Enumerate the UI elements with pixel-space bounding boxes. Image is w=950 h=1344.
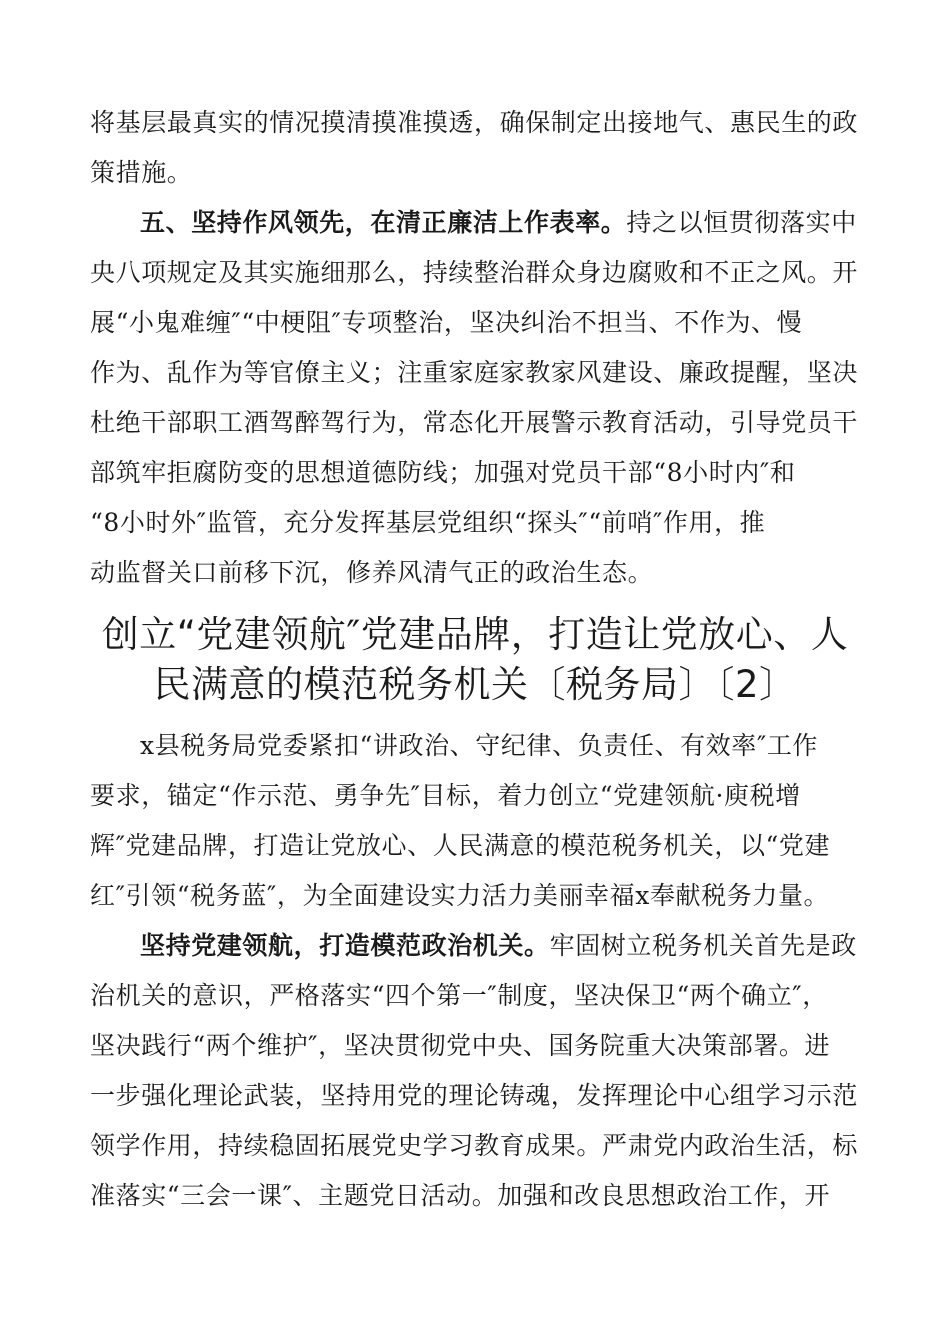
- text-line: 一步强化理论武装，坚持用党的理论铸魂，发挥理论中心组学习示范: [90, 1081, 859, 1110]
- text-span: 牢固树立税务机关首先是政: [549, 931, 857, 960]
- text-line: 央八项规定及其实施细那么，持续整治群众身边腐败和不正之风。开: [90, 258, 859, 287]
- text-line: 坚决践行“两个维护″，坚决贯彻党中央、国务院重大决策部署。进: [90, 1031, 831, 1060]
- paragraph-first-line: [140, 931, 880, 961]
- text-line: 展“小鬼难缠″“中梗阻″专项整治，坚决纠治不担当、不作为、慢: [90, 308, 803, 337]
- article-title-line-1: 创立“党建领航″党建品牌，打造让党放心、人: [101, 613, 849, 656]
- bold-lead: 坚持党建领航，打造模范政治机关。: [140, 931, 550, 960]
- text-line: 准落实“三会一课″、主题党日活动。加强和改良思想政治工作，开: [90, 1181, 831, 1210]
- text-line: 将基层最真实的情况摸清摸准摸透，确保制定出接地气、惠民生的政: [90, 108, 859, 137]
- text-line: 辉″党建品牌，打造让党放心、人民满意的模范税务机关，以“党建: [90, 831, 831, 860]
- text-line: 动监督关口前移下沉，修养风清气正的政治生态。: [90, 558, 654, 587]
- paragraph-first-line: [140, 208, 880, 238]
- text-line: 杜绝干部职工酒驾醉驾行为，常态化开展警示教育活动，引导党员干: [90, 408, 859, 437]
- text-span: 持之以恒贯彻落实中: [626, 208, 857, 237]
- article-title-line-2: 民满意的模范税务机关〔税务局〕〔2〕: [153, 663, 797, 706]
- text-line: 领学作用，持续稳固拓展党史学习教育成果。严肃党内政治生活，标: [90, 1131, 859, 1160]
- text-line: 部筑牢拒腐防变的思想道德防线；加强对党员干部“8小时内″和: [90, 458, 796, 487]
- text-line: 要求，锚定“作示范、勇争先″目标，着力创立“党建领航·庾税增: [90, 781, 801, 810]
- text-line: 红″引领“税务蓝″，为全面建设实力活力美丽幸福x奉献税务力量。: [90, 881, 830, 910]
- text-line: “8小时外″监管，充分发挥基层党组织“探头″“前哨″作用，推: [90, 508, 766, 537]
- paragraph-first-line: x县税务局党委紧扣“讲政治、守纪律、负责任、有效率″工作: [140, 731, 819, 760]
- text-line: 治机关的意识，严格落实“四个第一″制度，坚决保卫“两个确立″，: [90, 981, 828, 1010]
- text-line: 策措施。: [90, 158, 193, 187]
- text-line: 作为、乱作为等官僚主义；注重家庭家教家风建设、廉政提醒，坚决: [90, 358, 859, 387]
- bold-lead: 五、坚持作风领先，在清正廉洁上作表率。: [140, 208, 627, 237]
